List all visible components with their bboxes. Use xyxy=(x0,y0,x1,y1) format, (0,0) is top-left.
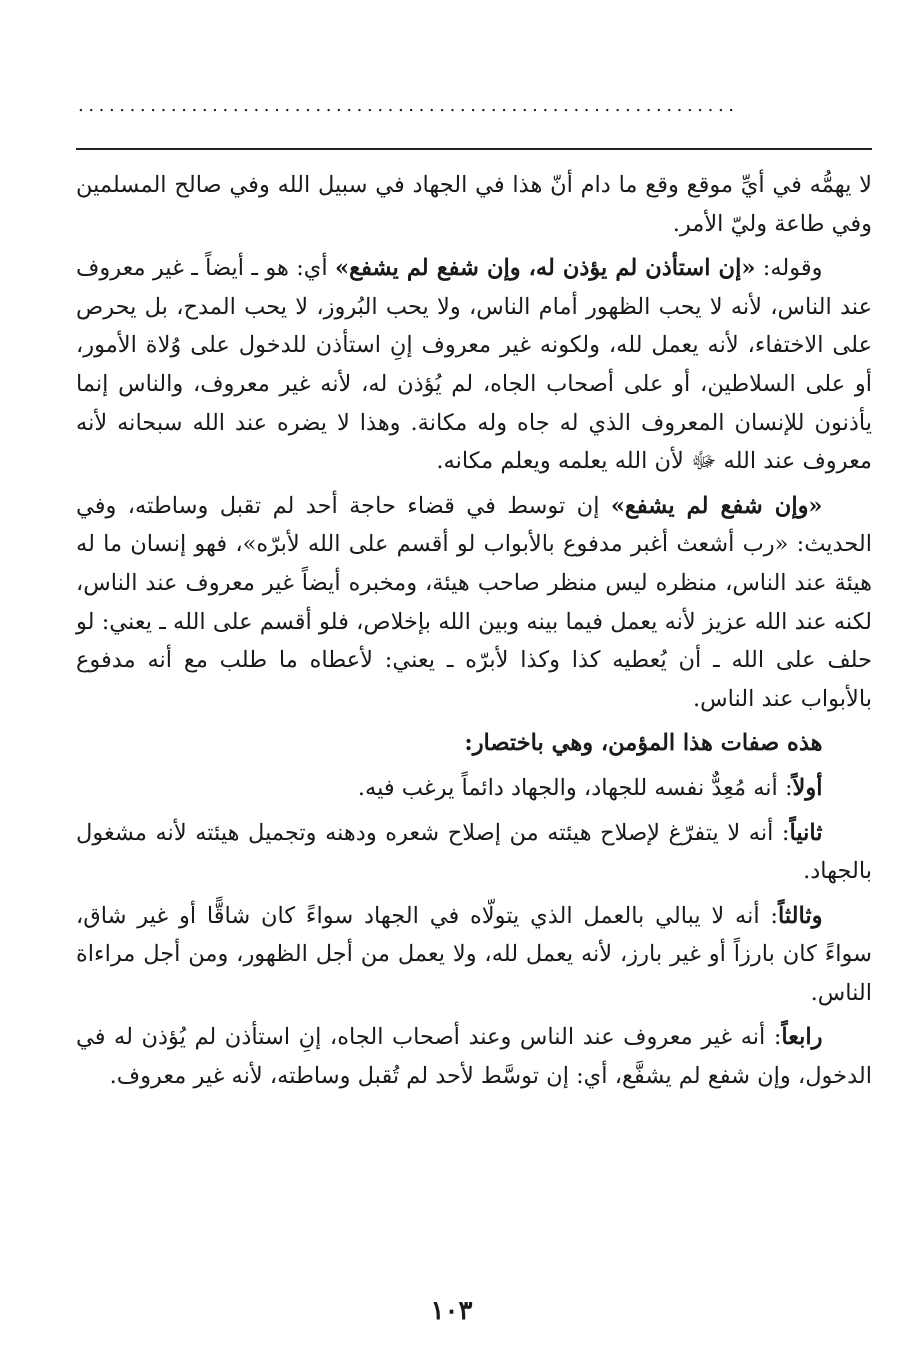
header-rule xyxy=(76,148,872,150)
text-run: : أنه لا يبالي بالعمل الذي يتولّاه في الجهاد سواءً كان شاقًّا أو غير شاق، سواءً كان بارزاً أو غير بارز، لأنه يعمل لله، ولا يعمل من أجل الظهور، ومن أجل مراءاة الناس. xyxy=(76,902,872,1006)
bold-phrase: رابعاً xyxy=(781,1024,823,1051)
dotted-separator: ................................................................ xyxy=(78,96,739,116)
text-run: : أنه مُعِدٌّ نفسه للجهاد، والجهاد دائماً يرغب فيه. xyxy=(357,774,793,801)
paragraph xyxy=(76,166,872,243)
page-body xyxy=(76,166,872,1102)
bold-phrase: أولاً xyxy=(792,774,823,801)
paragraph xyxy=(76,1018,872,1095)
bold-phrase: «وإن شفع لم يشفع» xyxy=(610,492,823,519)
bold-phrase: هذه صفات هذا المؤمن، وهي باختصار: xyxy=(464,730,823,757)
paragraph xyxy=(76,249,872,481)
text-run: : أنه لا يتفرّغ لإصلاح هيئته من إصلاح شعره ودهنه وتجميل هيئته لأنه مشغول بالجهاد. xyxy=(76,819,872,885)
bold-phrase: وثالثاً xyxy=(778,902,823,929)
paragraph xyxy=(76,724,872,763)
text-run: لا يهمُّه في أيِّ موقع وقع ما دام أنّ هذا في الجهاد في سبيل الله وفي صالح المسلمين وفي طاعة وليّ الأمر. xyxy=(76,172,872,237)
text-run: وقوله: xyxy=(755,255,823,282)
text-run: إن توسط في قضاء حاجة أحد لم تقبل وساطته، وفي الحديث: «رب أشعث أغبر مدفوع بالأبواب لو أقسم على الله لأبرّه»، فهو إنسان ما له هيئة عند الناس، منظره ليس منظر صاحب هيئة، ومخبره أيضاً غير معروف عند الناس، لكنه عند الله عزيز لأنه يعمل فيما بينه وبين الله بإخلاص، فلو أقسم على الله ـ يعني: لو حلف على الله ـ أن يُعطيه كذا وكذا لأبرّه ـ يعني: لأعطاه ما طلب مع أنه مدفوع بالأبواب عند الناس. xyxy=(76,492,873,712)
paragraph xyxy=(76,487,872,719)
bold-phrase: «إن استأذن لم يؤذن له، وإن شفع لم يشفع» xyxy=(335,255,756,282)
paragraph xyxy=(76,814,872,891)
page-number: ١٠٣ xyxy=(430,1296,473,1326)
paragraph xyxy=(76,897,872,1013)
text-run: أي: هو ـ أيضاً ـ غير معروف عند الناس، لأنه لا يحب الظهور أمام الناس، ولا يحب البُروز، لا يحب المدح، بل يحرص على الاختفاء، لأنه يعمل لله، ولكونه غير معروف إنِ استأذن للدخول على وُلاة الأمور، أو على السلاطين، أو على أصحاب الجاه، لم يُؤذن له، لأنه غير معروف، والناس إنما يأذنون للإنسان المعروف الذي له جاه وله مكانة. وهذا لا يضره عند الله سبحانه لأنه معروف عند الله ﷻ لأن الله يعلمه ويعلم مكانه. xyxy=(76,255,872,475)
paragraph xyxy=(76,769,872,808)
bold-phrase: ثانياً xyxy=(789,819,823,846)
text-run: : أنه غير معروف عند الناس وعند أصحاب الجاه، إنِ استأذن لم يُؤذن له في الدخول، وإن شفع لم يشفَّع، أي: إن توسَّط لأحد لم تُقبل وساطته، لأنه غير معروف. xyxy=(76,1024,872,1090)
